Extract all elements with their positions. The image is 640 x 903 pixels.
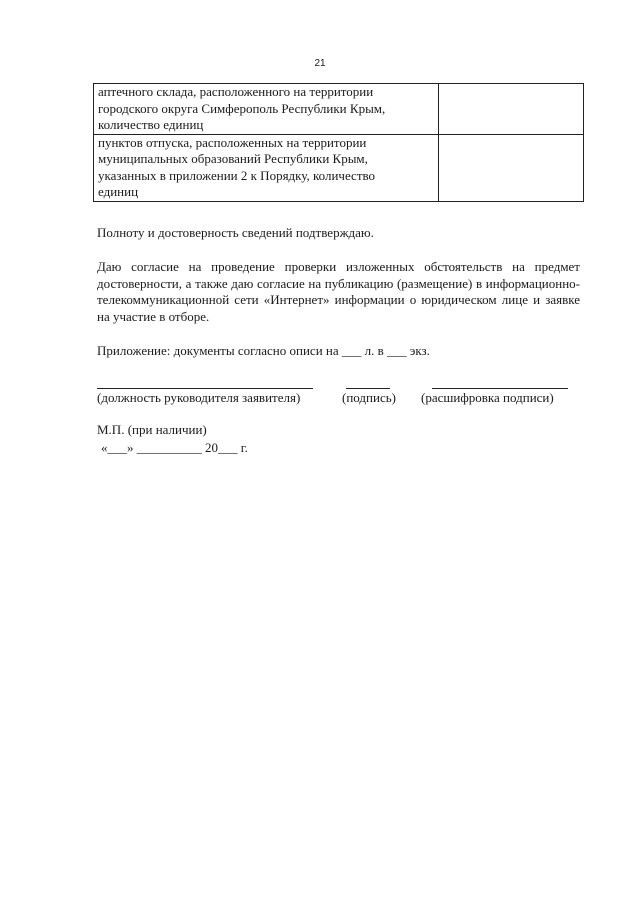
consent-text: Даю согласие на проведение проверки изложенных обстоятельств на предмет достоверности, а также даю согласие на публикацию (размещение) в информационно-телекоммуникационной сети «Интернет» информации о юридическом лице и заявке на участие в отборе. (97, 259, 580, 324)
signature-line (346, 388, 390, 389)
attachment-text: Приложение: документы согласно описи на ___ л. в ___ экз. (97, 343, 430, 358)
table-cell-description (94, 84, 439, 135)
table-row (94, 84, 584, 135)
position-label: (должность руководителя заявителя) (97, 390, 301, 405)
table-row (94, 134, 584, 201)
cell-line: аптечного склада, расположенного на территории (98, 84, 374, 99)
cell-line: городского округа Симферополь Республики Крым, (98, 100, 386, 116)
table-cell-value (439, 84, 584, 135)
decoding-signature-line (432, 388, 568, 389)
decoding-label: (расшифровка подписи) (421, 390, 554, 405)
position-signature-line (97, 388, 313, 389)
signature-label: (подпись) (342, 390, 396, 405)
data-table (93, 83, 584, 202)
cell-line: муниципальных образований Республики Крым, (98, 151, 368, 166)
confirmation-text: Полноту и достоверность сведений подтверждаю. (97, 225, 374, 240)
cell-line: указанных в приложении 2 к Порядку, количество (98, 167, 376, 183)
page-number: 21 (314, 58, 326, 69)
cell-line: пунктов отпуска, расположенных на территории (98, 134, 367, 150)
stamp-note: М.П. (при наличии) (97, 422, 207, 437)
table-cell-description (94, 134, 439, 201)
date-line: «___» __________ 20___ г. (101, 440, 248, 455)
cell-line: единиц (98, 184, 139, 199)
cell-line: количество единиц (98, 117, 204, 132)
table-cell-value (439, 134, 584, 201)
